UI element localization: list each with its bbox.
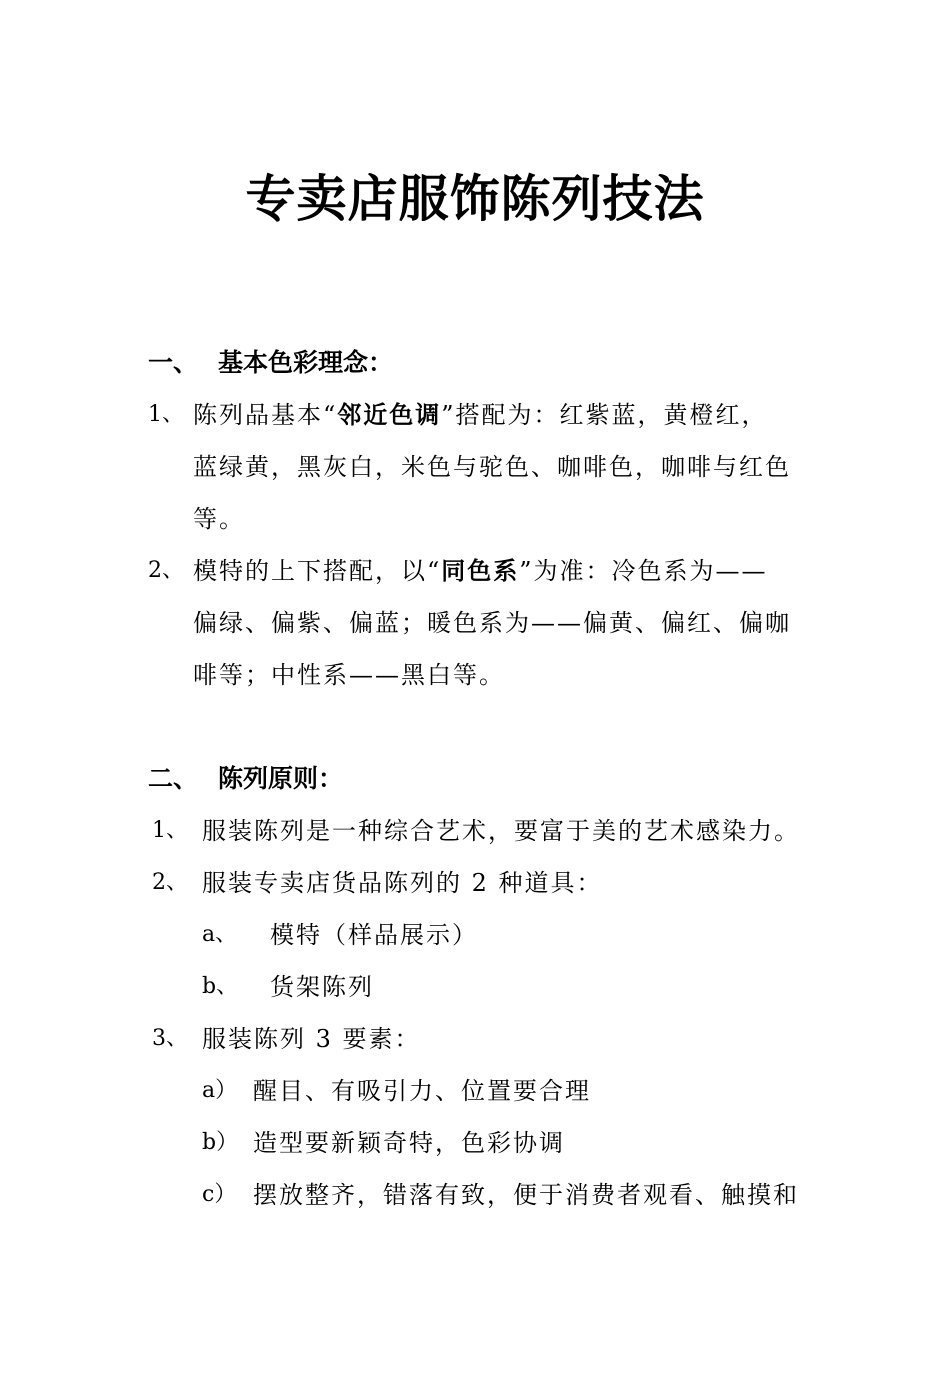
item-number: 2、 [152,870,188,895]
paragraph-line: 等。 [193,505,245,533]
sub-item-text: 摆放整齐，错落有致，便于消费者观看、触摸和 [253,1181,799,1209]
sub-item-label: a） [202,1078,238,1103]
paragraph-line: 蓝绿黄，黑灰白，米色与驼色、咖啡色，咖啡与红色 [193,453,791,481]
item-number: 1、 [148,402,184,427]
item-number: 1、 [152,818,188,843]
section1-number: 一、 [148,348,199,377]
sub-item-text: 造型要新颖奇特，色彩协调 [253,1129,565,1157]
paragraph-line: 模特的上下搭配，以“同色系”为准：冷色系为—— [193,557,768,585]
sub-item-text: 醒目、有吸引力、位置要合理 [253,1077,591,1105]
section1-heading: 基本色彩理念： [218,348,394,377]
sub-item-label: b、 [202,974,239,999]
bold-term: 同色系 [441,557,520,585]
section2-number: 二、 [148,764,199,793]
paragraph-line: 服装陈列是一种综合艺术，要富于美的艺术感染力。 [202,817,800,845]
bold-term: 邻近色调 [337,401,442,429]
document-title: 专卖店服饰陈列技法 [245,169,705,228]
sub-item-label: a、 [202,922,238,947]
paragraph-line: 偏绿、偏紫、偏蓝；暖色系为——偏黄、偏红、偏咖 [193,609,791,637]
item-number: 2、 [148,558,184,583]
paragraph-line: 陈列品基本“邻近色调”搭配为：红紫蓝，黄橙红， [193,401,768,429]
paragraph-line: 啡等；中性系——黑白等。 [193,661,505,689]
item-number: 3、 [152,1026,188,1051]
paragraph-line: 服装专卖店货品陈列的 2 种道具： [202,869,603,897]
sub-item-label: c） [202,1182,237,1207]
sub-item-text: 模特（样品展示） [270,921,478,949]
section2-heading: 陈列原则： [218,764,344,793]
paragraph-line: 服装陈列 3 要素： [202,1025,421,1053]
sub-item-label: b） [202,1130,239,1155]
sub-item-text: 货架陈列 [270,973,374,1001]
